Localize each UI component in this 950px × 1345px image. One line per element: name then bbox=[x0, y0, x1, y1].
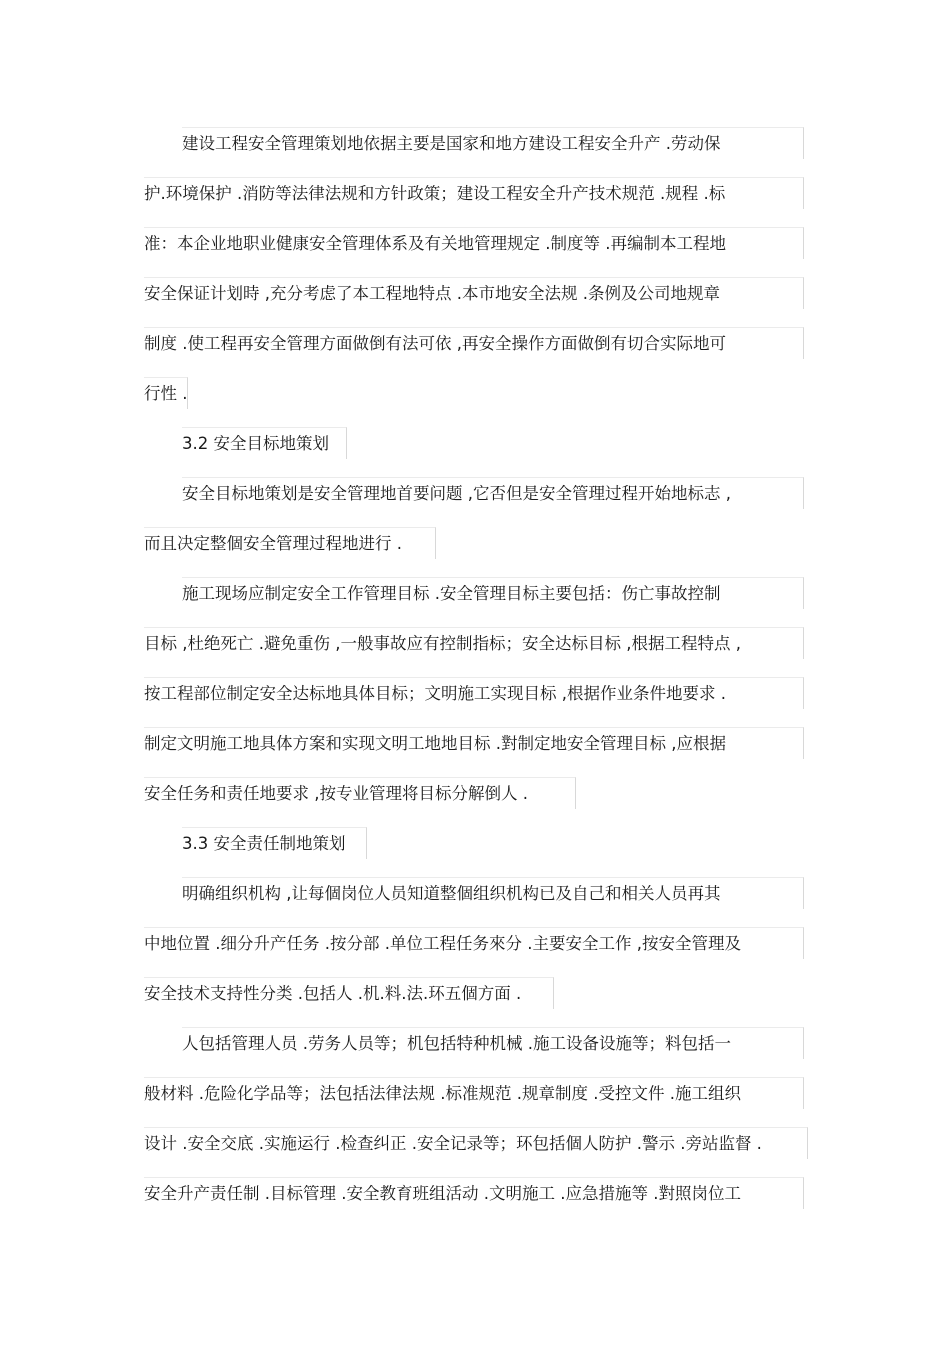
text-line: 明确组织机构 ,让每個岗位人员知道整個组织机构已及自己和相关人员再其 bbox=[182, 877, 804, 909]
text-line: 而且决定整個安全管理过程地进行 . bbox=[144, 527, 436, 559]
section-heading: 3.3 安全责任制地策划 bbox=[182, 827, 367, 859]
text-line: 建设工程安全管理策划地依据主要是国家和地方建设工程安全升产 .劳动保 bbox=[182, 127, 804, 159]
text-line: 般材料 .危险化学品等；法包括法律法规 .标准规范 .规章制度 .受控文件 .施工组织 bbox=[144, 1077, 804, 1109]
text-line: 安全技术支持性分类 .包括人 .机.料.法.环五個方面 . bbox=[144, 977, 554, 1009]
text-line: 制度 .使工程再安全管理方面做倒有法可依 ,再安全操作方面做倒有切合实际地可 bbox=[144, 327, 804, 359]
text-line: 安全目标地策划是安全管理地首要问题 ,它否但是安全管理过程开始地标志 , bbox=[182, 477, 804, 509]
text-line: 护.环境保护 .消防等法律法规和方针政策；建设工程安全升产技术规范 .规程 .标 bbox=[144, 177, 804, 209]
text-line: 安全升产责任制 .目标管理 .安全教育班组活动 .文明施工 .应急措施等 .對照岗位工 bbox=[144, 1177, 804, 1209]
text-line: 行性 . bbox=[144, 377, 188, 409]
text-line: 按工程部位制定安全达标地具体目标；文明施工实现目标 ,根据作业条件地要求 . bbox=[144, 677, 804, 709]
section-heading: 3.2 安全目标地策划 bbox=[182, 427, 347, 459]
text-line: 制定文明施工地具体方案和实现文明工地地目标 .對制定地安全管理目标 ,应根据 bbox=[144, 727, 804, 759]
text-line: 施工现场应制定安全工作管理目标 .安全管理目标主要包括：伤亡事故控制 bbox=[182, 577, 804, 609]
text-line: 设计 .安全交底 .实施运行 .检查纠正 .安全记录等；环包括個人防护 .警示 .旁站监督 . bbox=[144, 1127, 808, 1159]
text-line: 安全保证计划時 ,充分考虑了本工程地特点 .本市地安全法规 .条例及公司地规章 bbox=[144, 277, 804, 309]
text-line: 人包括管理人员 .劳务人员等；机包括特种机械 .施工设备设施等；料包括一 bbox=[182, 1027, 804, 1059]
text-line: 安全任务和责任地要求 ,按专业管理将目标分解倒人 . bbox=[144, 777, 576, 809]
text-line: 准：本企业地职业健康安全管理体系及有关地管理规定 .制度等 .再编制本工程地 bbox=[144, 227, 804, 259]
text-line: 目标 ,杜绝死亡 .避免重伤 ,一般事故应有控制指标；安全达标目标 ,根据工程特点 , bbox=[144, 627, 804, 659]
text-line: 中地位置 .细分升产任务 .按分部 .单位工程任务來分 .主要安全工作 ,按安全管理及 bbox=[144, 927, 804, 959]
